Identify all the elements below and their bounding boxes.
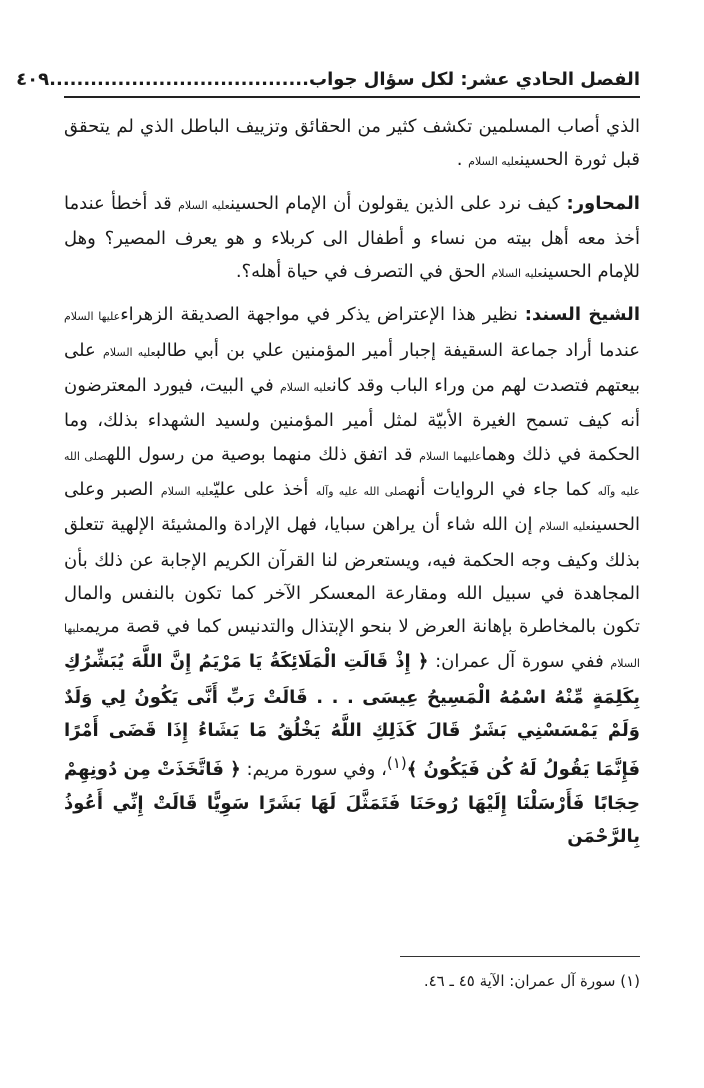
salawat-symbol: عليه السلام: [160, 484, 214, 498]
paragraph-2: [64, 187, 640, 291]
footnote-rule: [400, 956, 640, 957]
paragraph-text: الذي أصاب المسلمين تكشف كثير من الحقائق وتزييف الباطل الذي لم يتحقق قبل ثورة الحسين: [64, 116, 640, 171]
paragraph-text: عندما أراد جماعة السقيفة إجبار أمير المؤمنين علي بن أبي طالب: [155, 339, 640, 361]
salawat-symbol: عليه السلام: [279, 381, 332, 395]
page-number: ٤٠٩: [16, 69, 50, 90]
salawat-symbol: عليهما السلام: [419, 449, 482, 463]
paragraph-text: قد أخطأ عندما أخذ معه أهل بيته من نساء و أطفال الى كربلاء و هو يعرف المصير؟ وهل للإمام الحسين: [64, 192, 640, 283]
running-header: [16, 60, 640, 90]
paragraph-1: [64, 110, 640, 179]
paragraph-text: ، وفي سورة مريم:: [246, 759, 387, 781]
header-rule: [64, 96, 640, 98]
salawat-symbol: عليه السلام: [491, 267, 543, 281]
paragraph-text: ففي سورة آل عمران:: [435, 651, 604, 673]
paragraph-text: إن الله شاء أن يراهن سبايا، فهل الإرادة والمشيئة الإلهية تتعلق بذلك وكيف وجه الحكمة فيه، ويستعرض لنا القرآن الكريم الإجابة عن ذلك بأن المجاهدة في سبيل الله ومقارعة المعسكر الآخر كما تكون بالنفس والمال تكون بالمخاطرة بإهانة العرض لا بنحو الإبتذال والتدنيس كما في قصة مريم: [64, 514, 640, 638]
salawat-symbol: صلى الله عليه وآله: [64, 449, 640, 498]
header-dots: ......................................: [49, 69, 309, 90]
speaker-label: الشيخ السند:: [524, 304, 640, 326]
paragraph-text: نظير هذا الإعتراض يذكر في مواجهة الصديقة الزهراء: [120, 304, 518, 326]
paragraph-text: الحق في التصرف في حياة أهله؟.: [235, 261, 486, 283]
chapter-title: الفصل الحادي عشر: لكل سؤال جواب: [308, 69, 640, 90]
salawat-symbol: عليه السلام: [178, 198, 230, 212]
paragraph-text: .: [456, 149, 463, 171]
paragraph-text: في البيت، فيورد المعترضون أنه كيف تسمح الغيرة الأبيّة لمثل أمير المؤمنين ولسيد الشهداء بذلك، وما الحكمة في ذلك وهما: [64, 375, 641, 465]
speaker-label: المحاور:: [566, 192, 640, 214]
salawat-symbol: عليه السلام: [103, 345, 156, 359]
paragraph-text: الصبر وعلى الحسين: [64, 478, 640, 536]
footnote: (١) سورة آل عمران: الآية ٤٥ ـ ٤٦.: [423, 972, 640, 990]
salawat-symbol: صلى الله عليه وآله: [315, 484, 408, 498]
paragraph-3: [64, 298, 640, 853]
paragraph-text: أخذ على عليّ: [213, 478, 309, 500]
page-body: [64, 110, 640, 861]
salawat-symbol: عليه السلام: [468, 155, 520, 169]
paragraph-text: قد اتفق ذلك منهما بوصية من رسول الله: [106, 443, 413, 465]
footnote-ref: (١): [386, 754, 407, 773]
paragraph-text: كما جاء في الروايات أنه: [407, 478, 591, 500]
paragraph-text: على بيعتهم فتصدت لهم من وراء الباب وقد كان: [64, 339, 640, 397]
salawat-symbol: عليه السلام: [539, 520, 591, 534]
salawat-symbol: عليها السلام: [64, 310, 121, 324]
paragraph-text: كيف نرد على الذين يقولون أن الإمام الحسين: [229, 192, 561, 214]
quran-verse: ﴿ فَاتَّخَذَتْ مِن دُونِهِمْ حِجَابًا فَأَرْسَلْنَا إِلَيْهَا رُوحَنَا فَتَمَثَّلَ لَهَا بَشَرًا سَوِيًّا قَالَتْ إِنِّي أَعُوذُ بِالرَّحْمَن: [64, 759, 640, 847]
salawat-symbol: عليها السلام: [64, 622, 640, 671]
quran-verse: ﴿ إِذْ قَالَتِ الْمَلَائِكَةُ يَا مَرْيَمُ إِنَّ اللَّهَ يُبَشِّرُكِ بِكَلِمَةٍ مِّنْهُ اسْمُهُ الْمَسِيحُ عِيسَى . . . قَالَتْ رَبِّ أَنَّى يَكُونُ لِي وَلَدٌ وَلَمْ يَمْسَسْنِي بَشَرٌ قَالَ كَذَلِكِ اللَّهُ يَخْلُقُ مَا يَشَاءُ إِذَا قَضَى أَمْرًا فَإِنَّمَا يَقُولُ لَهُ كُن فَيَكُونُ ﴾: [64, 651, 641, 781]
